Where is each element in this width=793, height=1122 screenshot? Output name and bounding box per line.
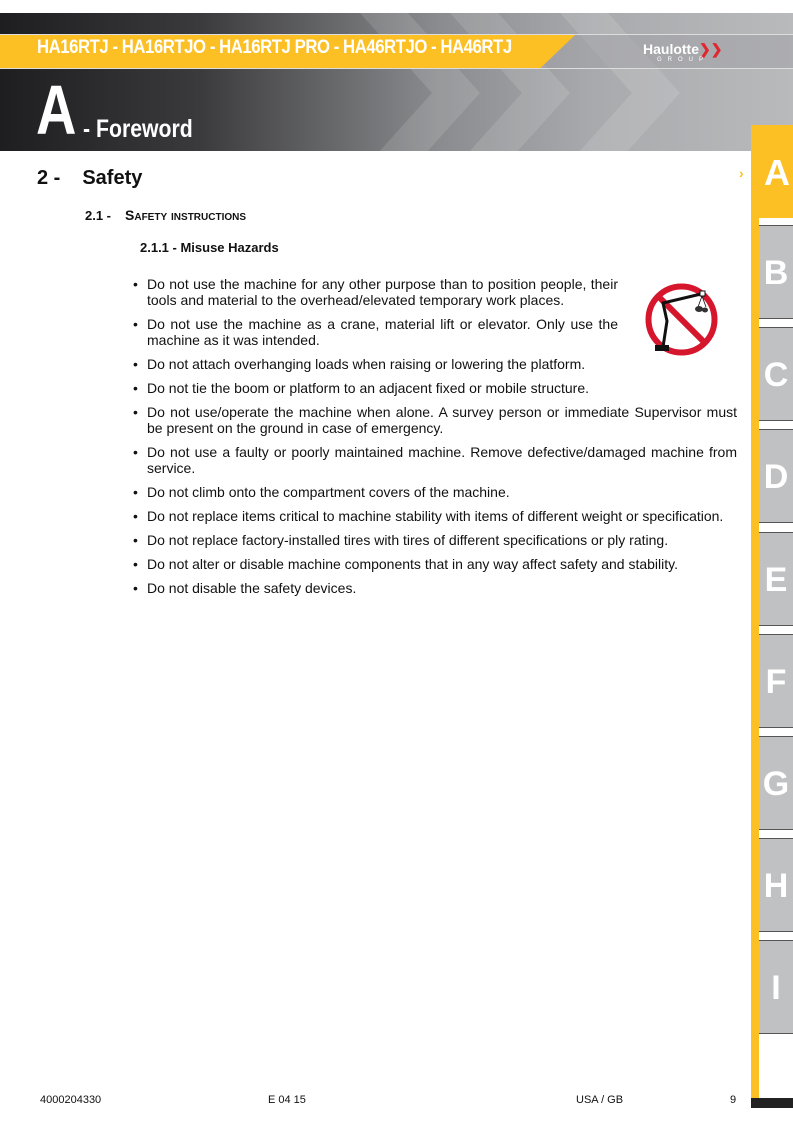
list-item: • Do not alter or disable machine components that in any way affect safety and stability. (133, 556, 737, 572)
footer-bar (751, 1098, 793, 1108)
subsection-heading (85, 207, 246, 223)
no-crane-prohibition-icon (643, 281, 720, 358)
list-item: • Do not use a faulty or poorly maintained machine. Remove defective/damaged machine from service. (133, 444, 737, 476)
chapter-title: - Foreword (83, 115, 193, 143)
tab-B[interactable]: B (759, 225, 793, 319)
section-number: 2 - (37, 167, 61, 189)
tab-H[interactable]: H (759, 838, 793, 932)
tab-D[interactable]: D (759, 429, 793, 523)
list-item: • Do not replace factory-installed tires with tires of different specifications or ply rating. (133, 532, 737, 548)
list-item: • Do not tie the boom or platform to an adjacent fixed or mobile structure. (133, 380, 737, 396)
list-item: • Do not replace items critical to machine stability with items of different weight or specification. (133, 508, 737, 524)
list-item: • Do not disable the safety devices. (133, 580, 737, 596)
edition: E 04 15 (268, 1094, 306, 1106)
subsection-title: Safety instructions (125, 207, 247, 223)
logo-subtitle: GROUP (657, 57, 710, 63)
page-number: 9 (730, 1094, 737, 1106)
list-item: • Do not attach overhanging loads when raising or lowering the platform. (133, 356, 737, 372)
section-title: Safety (82, 167, 143, 189)
tab-strip (751, 125, 759, 1100)
tab-G[interactable]: G (759, 736, 793, 830)
subsubsection-heading: 2.1.1 - Misuse Hazards (140, 240, 279, 255)
chevron-right-icon: › (739, 165, 744, 181)
haulotte-logo (643, 41, 722, 63)
list-item: • Do not climb onto the compartment covers of the machine. (133, 484, 737, 500)
tab-F[interactable]: F (759, 634, 793, 728)
section-heading (37, 167, 142, 190)
list-item: • Do not use/operate the machine when alone. A survey person or immediate Supervisor must be present on the ground in case of emergency. (133, 404, 737, 436)
list-item: • Do not use the machine for any other purpose than to position people, their tools and material to the overhead/elevated temporary work places. (133, 276, 618, 308)
document-title: HA16RTJ - HA16RTJO - HA16RTJ PRO - HA46RTJO - HA46RTJ (37, 37, 512, 58)
chapter-letter: A (36, 71, 77, 149)
subsection-number: 2.1 - (85, 208, 112, 223)
chevron-logo-icon: ❯❯ (699, 41, 723, 57)
tab-I[interactable]: I (759, 940, 793, 1034)
region: USA / GB (576, 1094, 624, 1106)
tab-E[interactable]: E (759, 532, 793, 626)
doc-number: 4000204330 (40, 1094, 102, 1106)
tab-A[interactable]: A (751, 125, 793, 218)
tab-C[interactable]: C (759, 327, 793, 421)
list-item: • Do not use the machine as a crane, material lift or elevator. Only use the machine as it was intended. (133, 316, 618, 348)
logo-name: Haulotte (643, 41, 699, 57)
